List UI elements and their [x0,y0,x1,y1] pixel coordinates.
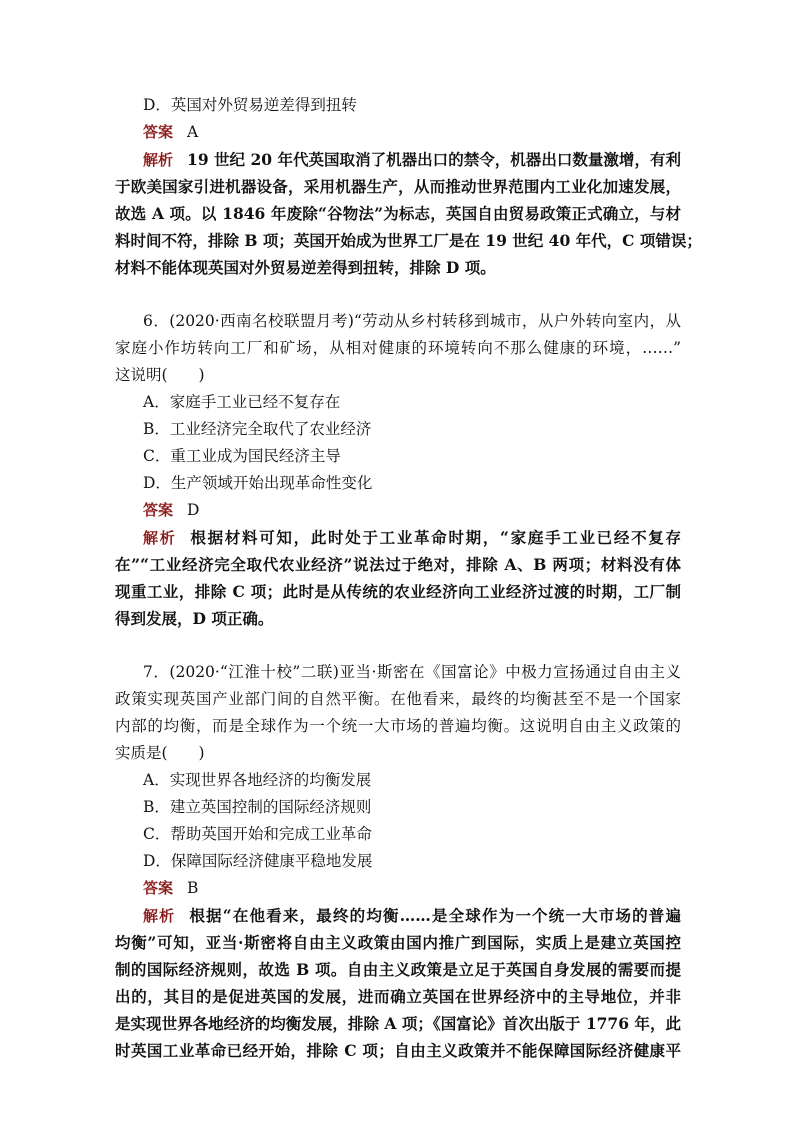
q7-explanation-line [115,902,681,929]
question-7-section [115,659,681,1064]
q7-option-c: C．帮助英国开始和完成工业革命 [143,825,372,843]
q6-explanation-line: 现重工业，排除 C 项；此时是从传统的农业经济向工业经济过渡的时期，工厂制 [115,582,681,601]
q6-option-d: D．生产领域开始出现革命性变化 [143,474,373,492]
q6-option-b: B．工业经济完全取代了农业经济 [143,420,372,438]
q5-answer-label: 答案 [143,123,174,141]
q6-stem-line: 这说明( ) [115,366,205,384]
q6-explanation-line: 在”“工业经济完全取代农业经济”说法过于绝对，排除 A、B 两项；材料没有体 [115,555,681,574]
q7-answer-label: 答案 [143,879,174,897]
q7-explanation-line: 制的国际经济规则，故选 B 项。自由主义政策是立足于英国自身发展的需要而提 [115,960,681,979]
q5-explanation-line: 材料不能体现英国对外贸易逆差得到扭转，排除 D 项。 [115,258,496,277]
q6-option-c: C．重工业成为国民经济主导 [143,447,341,465]
q7-stem-line: 7．(2020·“江淮十校”二联)亚当·斯密在《国富论》中极力宣扬通过自由主义 [143,663,681,681]
q6-stem-line: 家庭小作坊转向工厂和矿场，从相对健康的环境转向不那么健康的环境，……” [115,339,681,357]
q6-explanation-line: 得到发展，D 项正确。 [115,609,274,628]
q7-answer-value: B [187,879,199,897]
q5-answer-line [115,119,681,146]
q7-explanation-line: 时英国工业革命已经开始，排除 C 项；自由主义政策并不能保障国际经济健康平 [115,1041,681,1060]
q5-explanation-line: 料时间不符，排除 B 项；英国开始成为世界工厂是在 19 世纪 40 年代，C 项错误； [115,231,702,250]
q7-answer-line [115,875,681,902]
q7-explanation-line: 均衡”可知，亚当·斯密将自由主义政策由国内推广到国际，实质上是建立英国控 [115,933,681,952]
q7-explanation-line: 是实现世界各地经济的均衡发展，排除 A 项；《国富论》首次出版于 1776 年，此 [115,1014,681,1033]
q5-explanation-line: 于欧美国家引进机器设备，采用机器生产，从而推动世界范围内工业化加速发展， [115,177,681,196]
q5-option-d: D．英国对外贸易逆差得到扭转 [143,96,357,114]
q5-explanation-label: 解析 [143,151,174,169]
q6-answer-label: 答案 [143,501,174,519]
q7-explanation-label: 解析 [143,907,176,925]
q5-explanation-text: 19 世纪 20 年代英国取消了机器出口的禁令，机器出口数量激增，有利 [187,150,681,169]
q6-option-a: A．家庭手工业已经不复存在 [143,393,341,411]
q7-option-a: A．实现世界各地经济的均衡发展 [143,771,372,789]
q7-stem-line: 实质是( ) [115,744,205,762]
q6-answer-line [115,497,681,524]
q6-explanation-text: 根据材料可知，此时处于工业革命时期，“家庭手工业已经不复存 [190,528,681,547]
q5-explanation-line [115,146,681,173]
q7-stem-line: 政策实现英国产业部门间的自然平衡。在他看来，最终的均衡甚至不是一个国家 [115,690,681,708]
q7-explanation-line: 出的，其目的是促进英国的发展，进而确立英国在世界经济中的主导地位，并非 [115,987,681,1006]
q5-explanation-line: 故选 A 项。以 1846 年废除“谷物法”为标志，英国自由贸易政策正式确立，与材 [115,204,681,223]
question-6-section [115,308,681,632]
q5-answer-value: A [187,123,199,141]
q7-explanation-text: 根据“在他看来，最终的均衡……是全球作为一个统一大市场的普遍 [189,906,681,925]
q7-stem-line: 内部的均衡，而是全球作为一个统一大市场的普遍均衡。这说明自由主义政策的 [115,717,681,735]
question-5-section [115,92,702,281]
q7-option-d: D．保障国际经济健康平稳地发展 [143,852,373,870]
q7-option-b: B．建立英国控制的国际经济规则 [143,798,372,816]
q6-explanation-label: 解析 [143,529,177,547]
q6-stem-line: 6．(2020·西南名校联盟月考)“劳动从乡村转移到城市，从户外转向室内，从 [143,312,681,330]
q6-explanation-line [115,524,681,551]
q6-answer-value: D [187,501,200,519]
